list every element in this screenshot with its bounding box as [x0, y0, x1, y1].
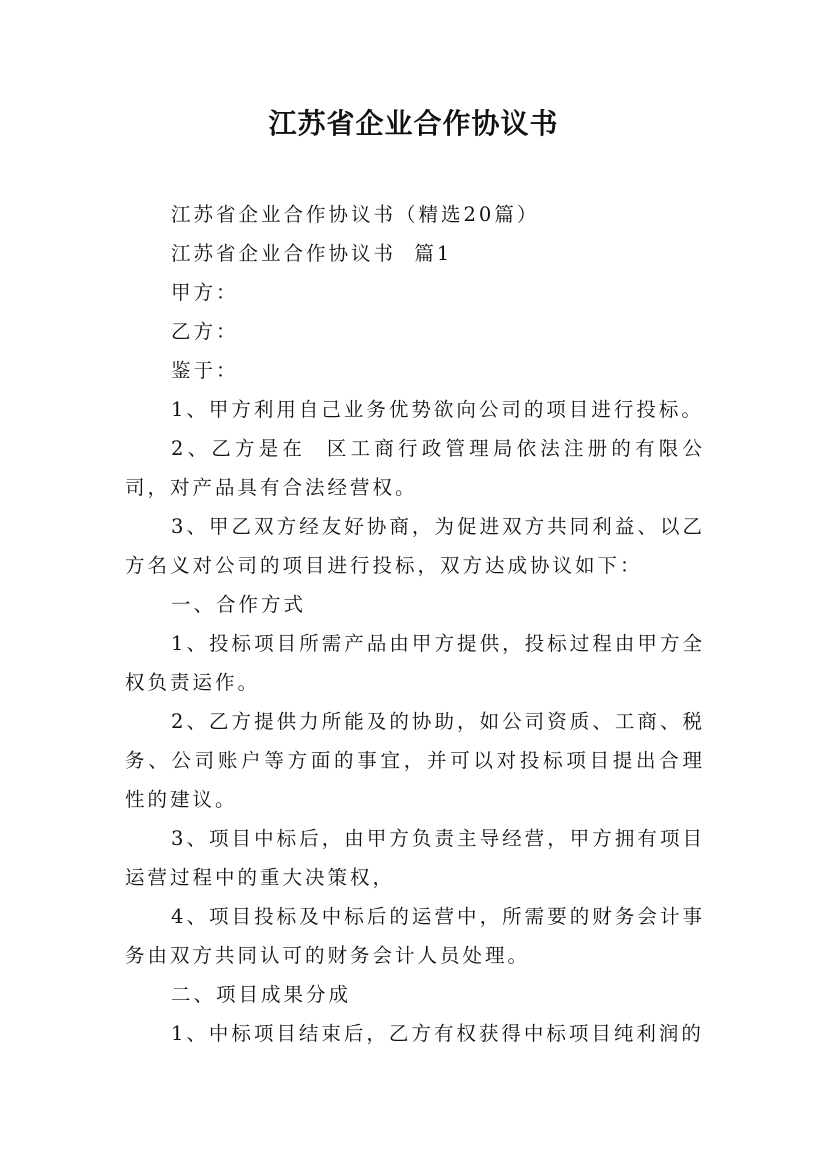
paragraph-party-b: 乙方：: [171, 320, 239, 343]
paragraph-item: 4、项目投标及中标后的运营中，所需要的财务会计事务由双方共同认可的财务会计人员处理。: [125, 905, 705, 967]
paragraph-party-a: 甲方：: [171, 281, 239, 304]
paragraph-section-title: 江苏省企业合作协议书 篇1: [171, 242, 453, 265]
paragraph-item: 3、甲乙双方经友好协商，为促进双方共同利益、以乙方名义对公司的项目进行投标，双方达成协议如下：: [125, 515, 705, 577]
paragraph-item: 2、乙方是在 区工商行政管理局依法注册的有限公司，对产品具有合法经营权。: [125, 437, 705, 499]
document-body: [125, 195, 705, 1053]
paragraph-item: 1、甲方利用自己业务优势欲向公司的项目进行投标。: [171, 398, 704, 421]
paragraph-subheading: 二、项目成果分成: [171, 983, 352, 1006]
paragraph-item: 1、投标项目所需产品由甲方提供，投标过程由甲方全权负责运作。: [125, 632, 705, 694]
paragraph-heading: 江苏省企业合作协议书（精选20篇）: [171, 203, 540, 226]
paragraph-subheading: 一、合作方式: [171, 593, 307, 616]
document-title: 江苏省企业合作协议书: [268, 107, 559, 140]
paragraph-whereas: 鉴于：: [171, 359, 239, 382]
paragraph-item: 2、乙方提供力所能及的协助，如公司资质、工商、税务、公司账户等方面的事宜，并可以对投标项目提出合理性的建议。: [125, 710, 705, 811]
paragraph-item: 3、项目中标后，由甲方负责主导经营，甲方拥有项目运营过程中的重大决策权，: [125, 827, 705, 889]
paragraph-item: 1、中标项目结束后，乙方有权获得中标项目纯利润的: [171, 1022, 704, 1045]
